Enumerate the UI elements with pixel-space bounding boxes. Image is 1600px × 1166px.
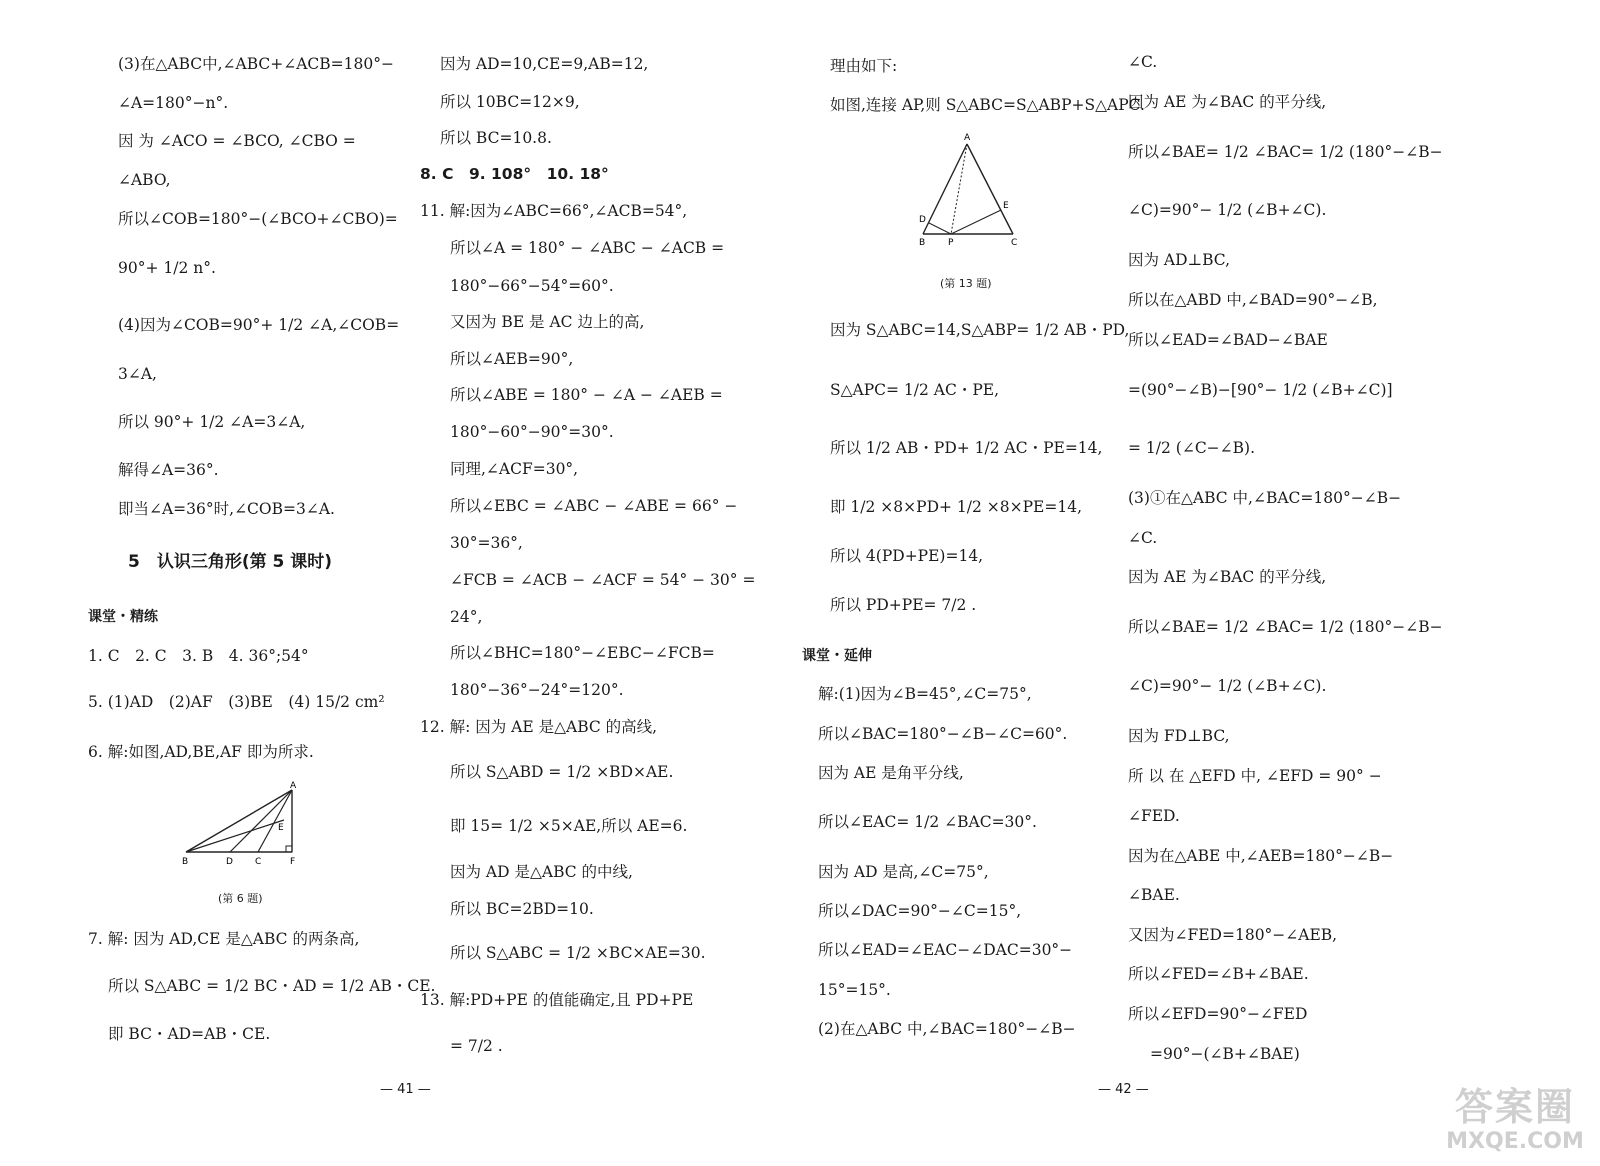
text-line: 所以∠BAC=180°−∠B−∠C=60°. bbox=[818, 725, 1068, 743]
text-line: 所以∠EAD=∠EAC−∠DAC=30°− bbox=[818, 941, 1073, 959]
text-line: =(90°−∠B)−[90°− 1/2 (∠B+∠C)] bbox=[1128, 381, 1393, 399]
label-d: D bbox=[919, 215, 926, 225]
text-line: 因为 S△ABC=14,S△ABP= 1/2 AB・PD, bbox=[830, 321, 1130, 339]
label-p: P bbox=[948, 238, 954, 248]
text-line: 因为 FD⊥BC, bbox=[1128, 727, 1230, 745]
page-number-42: — 42 — bbox=[1098, 1082, 1149, 1097]
text-line: 所以∠BAE= 1/2 ∠BAC= 1/2 (180°−∠B− bbox=[1128, 143, 1443, 161]
watermark-logo bbox=[1440, 1085, 1590, 1161]
answer-line: 5. (1)AD (2)AF (3)BE (4) 15/2 cm² bbox=[88, 693, 385, 711]
text-line: 180°−60°−90°=30°. bbox=[450, 423, 614, 441]
text-line: 所 以 在 △EFD 中, ∠EFD = 90° − bbox=[1128, 767, 1382, 785]
text-line: 所以 BC=10.8. bbox=[440, 129, 552, 147]
text-line: 所以 PD+PE= 7/2 . bbox=[830, 596, 977, 614]
text-line: 15°=15°. bbox=[818, 981, 891, 999]
left-page-column-1 bbox=[0, 0, 436, 1166]
text-line: S△APC= 1/2 AC・PE, bbox=[830, 381, 1000, 399]
text-line: ∠FED. bbox=[1128, 807, 1180, 825]
watermark-en: MXQE.COM bbox=[1446, 1129, 1584, 1154]
text-line: 又因为 BE 是 AC 边上的高, bbox=[450, 313, 645, 331]
right-page-column-2 bbox=[1120, 0, 1600, 1166]
text-line: 所以∠EAD=∠BAD−∠BAE bbox=[1128, 331, 1328, 349]
text-line: (3)在△ABC中,∠ABC+∠ACB=180°− bbox=[118, 55, 394, 73]
answer-line: 12. 解: 因为 AE 是△ABC 的高线, bbox=[420, 718, 658, 736]
answer-line: 所以 S△ABC = 1/2 BC・AD = 1/2 AB・CE. bbox=[108, 977, 436, 995]
label-a: A bbox=[964, 133, 971, 143]
text-line: 90°+ 1/2 n°. bbox=[118, 259, 216, 277]
text-line: 即 15= 1/2 ×5×AE,所以 AE=6. bbox=[450, 817, 688, 835]
text-line: 24°, bbox=[450, 608, 483, 626]
text-line: 所以 S△ABD = 1/2 ×BD×AE. bbox=[450, 763, 674, 781]
text-line: 因为 AD⊥BC, bbox=[1128, 251, 1231, 269]
text-line: 因为 AD 是高,∠C=75°, bbox=[818, 863, 989, 881]
text-line: 所以∠EAC= 1/2 ∠BAC=30°. bbox=[818, 813, 1037, 831]
figure-6-caption: (第 6 题) bbox=[218, 892, 263, 905]
text-line: 所以在△ABD 中,∠BAD=90°−∠B, bbox=[1128, 291, 1378, 309]
text-line: 因为 AD=10,CE=9,AB=12, bbox=[440, 55, 649, 73]
right-angle-mark bbox=[286, 846, 292, 852]
text-line: 同理,∠ACF=30°, bbox=[450, 460, 579, 478]
figure-13-diagram bbox=[915, 130, 1035, 250]
text-line: 所以 10BC=12×9, bbox=[440, 93, 580, 111]
text-line: 所以∠BAE= 1/2 ∠BAC= 1/2 (180°−∠B− bbox=[1128, 618, 1443, 636]
text-line: 所以∠DAC=90°−∠C=15°, bbox=[818, 902, 1022, 920]
label-f: F bbox=[290, 857, 296, 867]
text-line: 因为 AD 是△ABC 的中线, bbox=[450, 863, 633, 881]
label-b: B bbox=[919, 238, 926, 248]
label-e: E bbox=[278, 823, 284, 833]
text-line: 解得∠A=36°. bbox=[118, 461, 219, 479]
answer-line: 7. 解: 因为 AD,CE 是△ABC 的两条高, bbox=[88, 930, 360, 948]
label-a: A bbox=[290, 781, 297, 791]
text-line: ∠C)=90°− 1/2 (∠B+∠C). bbox=[1128, 201, 1327, 219]
label-c: C bbox=[1011, 238, 1018, 248]
label-d: D bbox=[226, 857, 233, 867]
text-line: 因 为 ∠ACO = ∠BCO, ∠CBO = bbox=[118, 132, 356, 150]
text-line: ∠C)=90°− 1/2 (∠B+∠C). bbox=[1128, 677, 1327, 695]
text-line: ∠BAE. bbox=[1128, 886, 1180, 904]
text-line: ∠FCB = ∠ACB − ∠ACF = 54° − 30° = bbox=[450, 571, 756, 589]
answer-line: 6. 解:如图,AD,BE,AF 即为所求. bbox=[88, 743, 314, 761]
segment-ab bbox=[923, 144, 967, 234]
text-line: 所以∠AEB=90°, bbox=[450, 350, 574, 368]
answer-line: 11. 解:因为∠ABC=66°,∠ACB=54°, bbox=[420, 202, 688, 220]
text-line: 所以∠A = 180° − ∠ABC − ∠ACB = bbox=[450, 239, 725, 257]
text-line: 理由如下: bbox=[830, 57, 898, 75]
text-line: ∠ABO, bbox=[118, 171, 171, 189]
segment-ap bbox=[951, 144, 967, 234]
text-line: 所以∠EBC = ∠ABC − ∠ABE = 66° − bbox=[450, 497, 738, 515]
label-e: E bbox=[1003, 201, 1009, 211]
text-line: 所以∠BHC=180°−∠EBC−∠FCB= bbox=[450, 644, 715, 662]
text-line: 所以 4(PD+PE)=14, bbox=[830, 547, 984, 565]
text-line: = 1/2 (∠C−∠B). bbox=[1128, 439, 1256, 457]
left-page-column-2 bbox=[420, 0, 800, 1166]
text-line: =90°−(∠B+∠BAE) bbox=[1150, 1045, 1300, 1063]
label-c: C bbox=[255, 857, 262, 867]
label-b: B bbox=[182, 857, 189, 867]
text-line: 即 1/2 ×8×PD+ 1/2 ×8×PE=14, bbox=[830, 498, 1082, 516]
subsection-title: 课堂・延伸 bbox=[802, 648, 872, 664]
figure-13-caption: (第 13 题) bbox=[940, 277, 992, 290]
text-line: 又因为∠FED=180°−∠AEB, bbox=[1128, 926, 1338, 944]
text-line: ∠A=180°−n°. bbox=[118, 94, 229, 112]
text-line: 因为 AE 为∠BAC 的平分线, bbox=[1128, 568, 1327, 586]
text-line: 所以 BC=2BD=10. bbox=[450, 900, 594, 918]
text-line: 如图,连接 AP,则 S△ABC=S△ABP+S△APC. bbox=[830, 96, 1145, 114]
text-line: 即当∠A=36°时,∠COB=3∠A. bbox=[118, 500, 335, 518]
text-line: = 7/2 . bbox=[450, 1037, 503, 1055]
answer-line: 8. C 9. 108° 10. 18° bbox=[420, 165, 609, 183]
answer-line: 1. C 2. C 3. B 4. 36°;54° bbox=[88, 647, 309, 665]
segment-pd bbox=[929, 223, 951, 234]
text-line: 因为 AE 是角平分线, bbox=[818, 764, 964, 782]
answer-line: 13. 解:PD+PE 的值能确定,且 PD+PE bbox=[420, 991, 694, 1009]
text-line: 因为在△ABE 中,∠AEB=180°−∠B− bbox=[1128, 847, 1394, 865]
text-line: (4)因为∠COB=90°+ 1/2 ∠A,∠COB= bbox=[118, 316, 400, 334]
section-title: 5 认识三角形(第 5 课时) bbox=[128, 552, 333, 572]
text-line: 所以 S△ABC = 1/2 ×BC×AE=30. bbox=[450, 944, 706, 962]
text-line: 所以∠ABE = 180° − ∠A − ∠AEB = bbox=[450, 386, 723, 404]
text-line: (3)①在△ABC 中,∠BAC=180°−∠B− bbox=[1128, 489, 1402, 507]
text-line: 30°=36°, bbox=[450, 534, 523, 552]
text-line: (2)在△ABC 中,∠BAC=180°−∠B− bbox=[818, 1020, 1076, 1038]
answer-line: 解:(1)因为∠B=45°,∠C=75°, bbox=[818, 685, 1032, 703]
text-line: ∠C. bbox=[1128, 529, 1158, 547]
watermark-cn: 答案圈 bbox=[1454, 1085, 1575, 1129]
subsection-title: 课堂・精练 bbox=[88, 609, 158, 625]
segment-ac bbox=[967, 144, 1013, 234]
text-line: 180°−36°−24°=120°. bbox=[450, 681, 624, 699]
text-line: ∠C. bbox=[1128, 53, 1158, 71]
text-line: 180°−66°−54°=60°. bbox=[450, 277, 614, 295]
text-line: 因为 AE 为∠BAC 的平分线, bbox=[1128, 93, 1327, 111]
page-number-41: — 41 — bbox=[380, 1082, 431, 1097]
text-line: 所以∠EFD=90°−∠FED bbox=[1128, 1005, 1308, 1023]
text-line: 所以 90°+ 1/2 ∠A=3∠A, bbox=[118, 413, 306, 431]
text-line: 所以∠COB=180°−(∠BCO+∠CBO)= bbox=[118, 210, 398, 228]
figure-6-diagram bbox=[180, 780, 320, 872]
text-line: 所以 1/2 AB・PD+ 1/2 AC・PE=14, bbox=[830, 439, 1103, 457]
segment-pe bbox=[951, 210, 1001, 234]
answer-line: 即 BC・AD=AB・CE. bbox=[108, 1025, 271, 1043]
text-line: 所以∠FED=∠B+∠BAE. bbox=[1128, 965, 1309, 983]
text-line: 3∠A, bbox=[118, 365, 157, 383]
